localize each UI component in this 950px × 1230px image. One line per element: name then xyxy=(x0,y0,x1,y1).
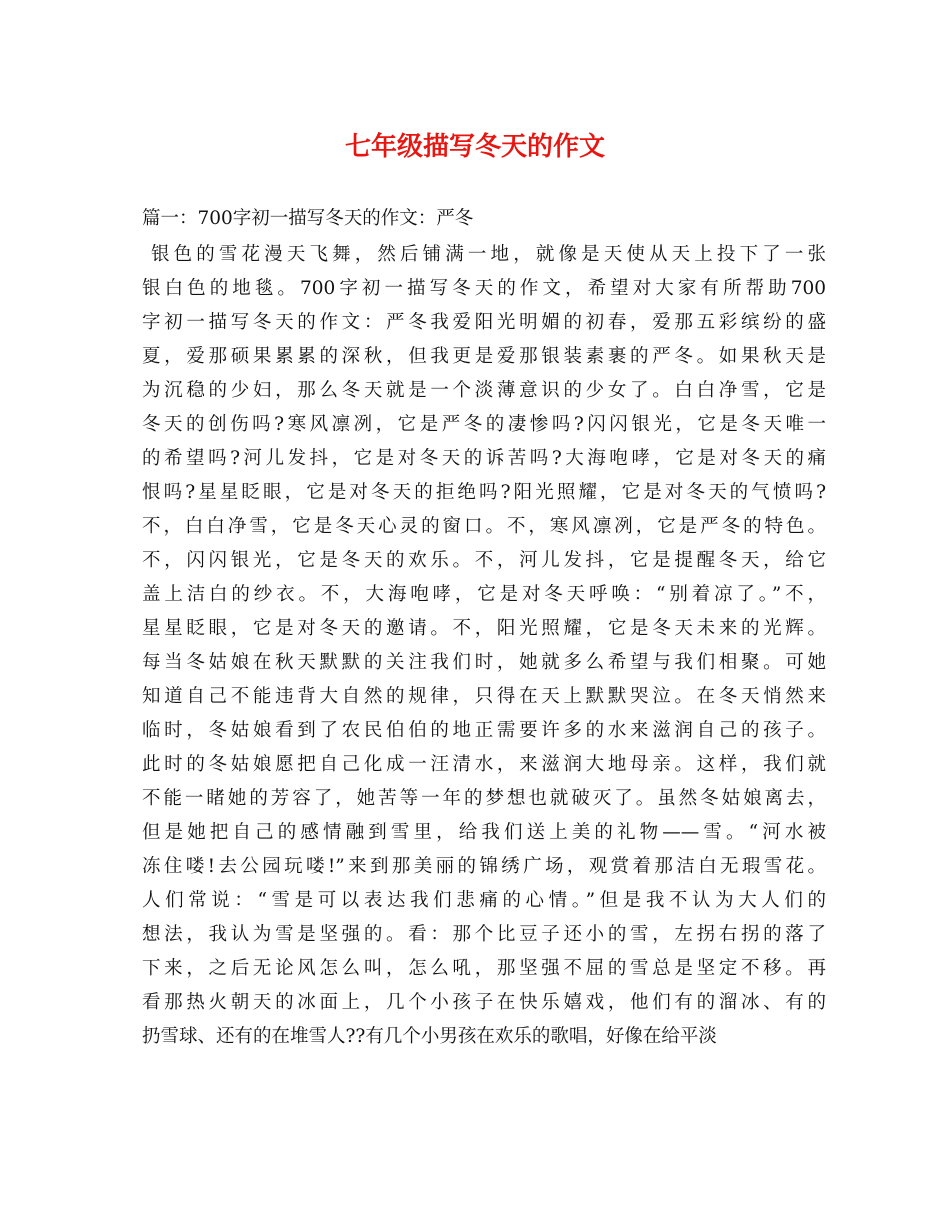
text-line: 不，闪闪银光，它是冬天的欢乐。不，河儿发抖，它是提醒冬天，给它 xyxy=(142,550,826,571)
article-body xyxy=(142,238,826,1054)
text-line: 银色的雪花漫天飞舞，然后铺满一地，就像是天使从天上投下了一张 xyxy=(151,244,826,265)
text-line: 每当冬姑娘在秋天默默的关注我们时，她就多么希望与我们相聚。可她 xyxy=(142,652,826,673)
text-line: 恨吗?星星眨眼，它是对冬天的拒绝吗?阳光照耀，它是对冬天的气愤吗? xyxy=(142,482,826,503)
text-line: 夏，爱那硕果累累的深秋，但我更是爱那银装素裹的严冬。如果秋天是 xyxy=(142,346,826,367)
text-line: 为沉稳的少妇，那么冬天就是一个淡薄意识的少女了。白白净雪，它是 xyxy=(142,380,826,401)
text-line: 不能一睹她的芳容了，她苦等一年的梦想也就破灭了。虽然冬姑娘离去， xyxy=(142,788,826,809)
text-line: 银白色的地毯。700字初一描写冬天的作文，希望对大家有所帮助700 xyxy=(142,278,826,299)
text-line: 扔雪球、还有的在堆雪人??有几个小男孩在欢乐的歌唱，好像在给平淡 xyxy=(142,1026,717,1047)
text-line: 看那热火朝天的冰面上，几个小孩子在快乐嬉戏，他们有的溜冰、有的 xyxy=(142,992,826,1013)
text-line: 不，白白净雪，它是冬天心灵的窗口。不，寒风凛冽，它是严冬的特色。 xyxy=(142,516,826,537)
text-line: 但是她把自己的感情融到雪里，给我们送上美的礼物——雪。“河水被 xyxy=(142,822,826,843)
text-line: 星星眨眼，它是对冬天的邀请。不，阳光照耀，它是冬天未来的光辉。 xyxy=(142,618,826,639)
text-line: 盖上洁白的纱衣。不，大海咆哮，它是对冬天呼唤：“别着凉了。”不， xyxy=(142,584,826,605)
document-title: 七年级描写冬天的作文 xyxy=(344,132,605,162)
text-line: 此时的冬姑娘愿把自己化成一汪清水，来滋润大地母亲。这样，我们就 xyxy=(142,754,826,775)
text-line: 想法，我认为雪是坚强的。看：那个比豆子还小的雪，左拐右拐的落了 xyxy=(142,924,826,945)
text-line: 知道自己不能违背大自然的规律，只得在天上默默哭泣。在冬天悄然来 xyxy=(142,686,826,707)
text-line: 冬天的创伤吗?寒风凛冽，它是严冬的凄惨吗?闪闪银光，它是冬天唯一 xyxy=(142,414,826,435)
section-heading: 篇一：700字初一描写冬天的作文：严冬 xyxy=(142,208,474,229)
text-line: 临时，冬姑娘看到了农民伯伯的地正需要许多的水来滋润自己的孩子。 xyxy=(142,720,826,741)
text-line: 字初一描写冬天的作文：严冬我爱阳光明媚的初春，爱那五彩缤纷的盛 xyxy=(142,312,826,333)
text-line: 的希望吗?河儿发抖，它是对冬天的诉苦吗?大海咆哮，它是对冬天的痛 xyxy=(142,448,826,469)
text-line: 人们常说：“雪是可以表达我们悲痛的心情。”但是我不认为大人们的 xyxy=(142,890,826,911)
text-line: 下来，之后无论风怎么叫，怎么吼，那坚强不屈的雪总是坚定不移。再 xyxy=(142,958,826,979)
text-line: 冻住喽!去公园玩喽!”来到那美丽的锦绣广场，观赏着那洁白无瑕雪花。 xyxy=(142,856,826,877)
